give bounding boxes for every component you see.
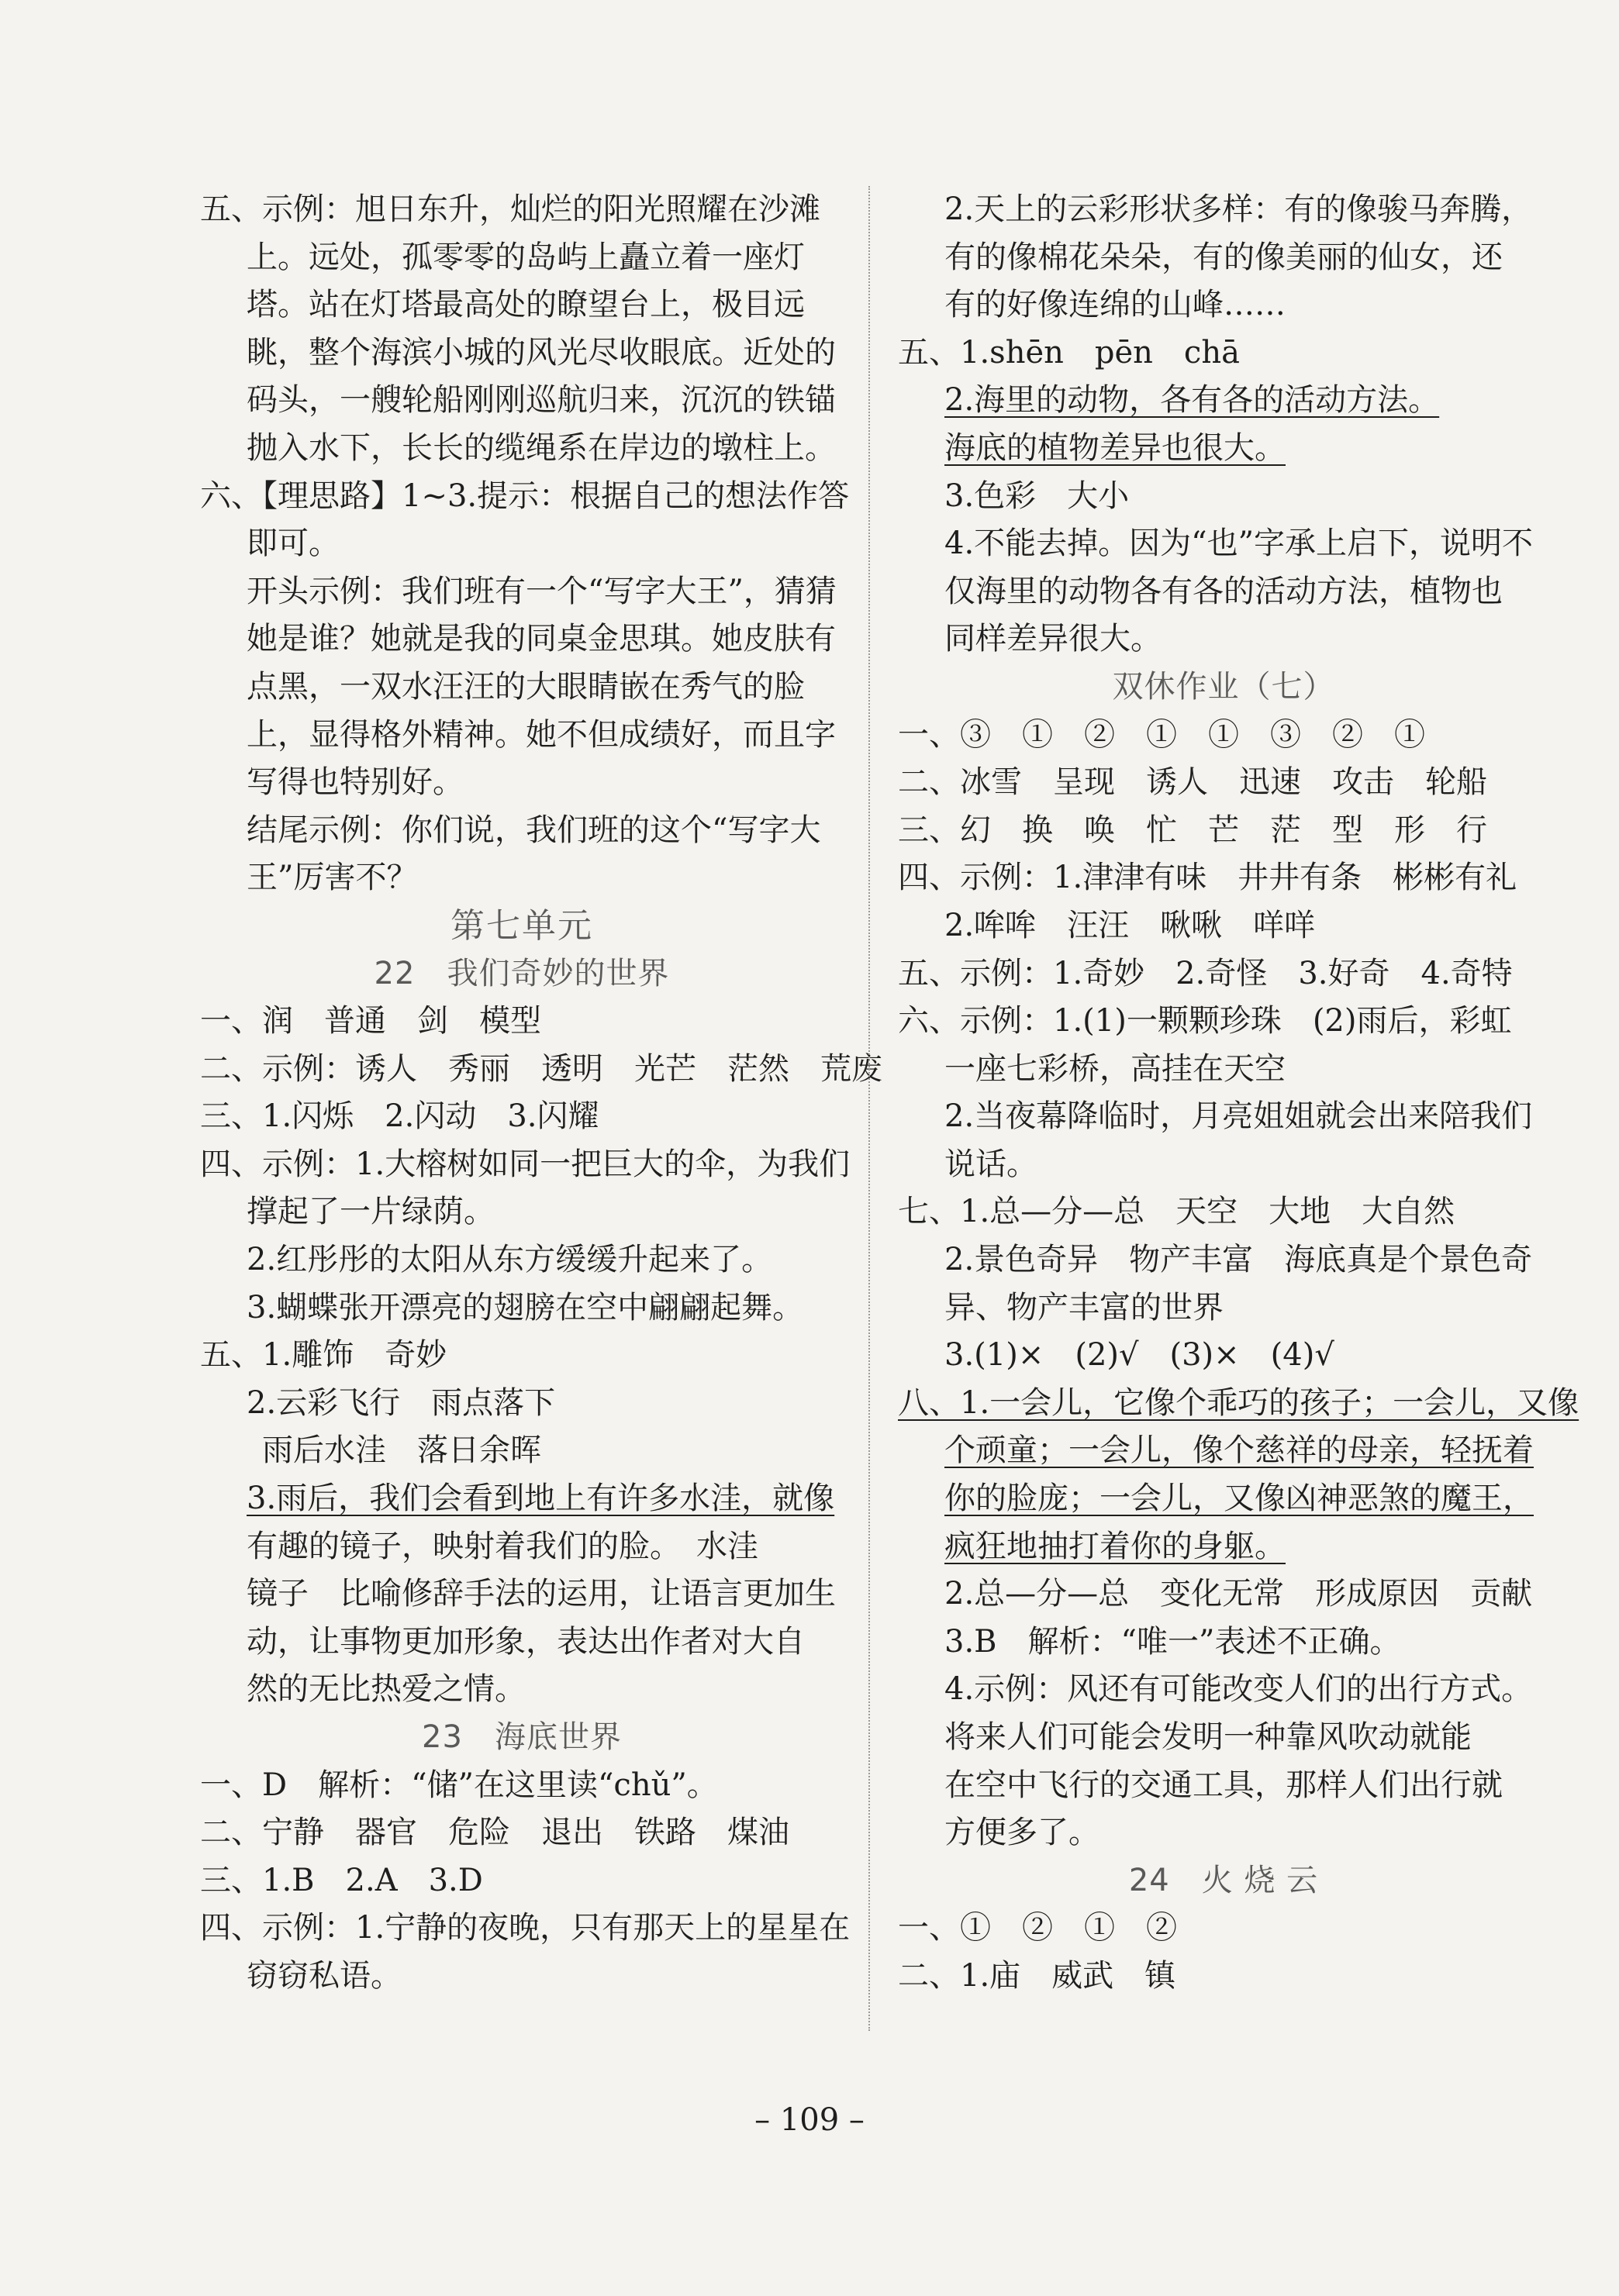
section-heading: 22 我们奇妙的世界: [374, 955, 670, 991]
answer-line: 三、1.闪烁 2.闪动 3.闪耀: [200, 1098, 599, 1135]
answer-line: 一、① ② ① ②: [898, 1910, 1177, 1946]
answer-line: 有趣的镜子，映射着我们的脸。 水洼: [247, 1528, 758, 1564]
page-number: – 109 –: [754, 2102, 865, 2138]
answer-line: 3.蝴蝶张开漂亮的翅膀在空中翩翩起舞。: [247, 1289, 804, 1326]
answer-line: 仅海里的动物各有各的活动方法，植物也: [944, 573, 1503, 609]
answer-line: 将来人们可能会发明一种靠风吹动就能: [944, 1719, 1472, 1755]
answer-line: 开头示例：我们班有一个“写字大王”，猜猜: [247, 573, 837, 609]
answer-line: 五、示例：1.奇妙 2.奇怪 3.好奇 4.奇特: [898, 955, 1513, 991]
answer-line: 二、冰雪 呈现 诱人 迅速 攻击 轮船: [898, 764, 1487, 801]
answer-line: 二、示例：诱人 秀丽 透明 光芒 茫然 荒废: [200, 1050, 882, 1087]
answer-line: 2.海里的动物，各有各的活动方法。: [944, 382, 1440, 419]
answer-line: 一、③ ① ② ① ① ③ ② ①: [898, 716, 1425, 753]
answer-line: 三、幻 换 唤 忙 芒 茫 型 形 行: [898, 812, 1487, 848]
answer-line: 二、1.庙 威武 镇: [898, 1957, 1176, 1994]
answer-line: 镜子 比喻修辞手法的运用，让语言更加生: [247, 1576, 836, 1612]
answer-line: 写得也特别好。: [247, 764, 464, 801]
answer-line: 3.雨后，我们会看到地上有许多水洼，就像: [247, 1481, 835, 1517]
answer-line: 六、示例：1.(1)一颗颗珍珠 (2)雨后，彩虹: [898, 1003, 1512, 1039]
answer-line: 即可。: [247, 526, 340, 562]
answer-line: 疯狂地抽打着你的身躯。: [944, 1528, 1286, 1564]
answer-line: 王”厉害不？: [247, 860, 418, 896]
section-heading: 24 火 烧 云: [1128, 1862, 1319, 1898]
answer-line: 五、示例：旭日东升，灿烂的阳光照耀在沙滩: [200, 191, 820, 227]
answer-line: 她是谁？她就是我的同桌金思琪。她皮肤有: [247, 621, 836, 657]
answer-line: 撑起了一片绿荫。: [247, 1194, 495, 1230]
right-column: [898, 186, 1579, 2001]
section-heading: 23 海底世界: [422, 1719, 622, 1755]
answer-line: 雨后水洼 落日余晖: [262, 1432, 541, 1469]
answer-line: 一座七彩桥，高挂在天空: [944, 1050, 1286, 1087]
answer-line: 码头，一艘轮船刚刚巡航归来，沉沉的铁锚: [247, 382, 836, 419]
answer-line: 有的好像连绵的山峰……: [944, 287, 1286, 323]
answer-line: 然的无比热爱之情。: [247, 1671, 526, 1708]
answer-line: 一、D 解析：“储”在这里读“chǔ”。: [200, 1767, 718, 1803]
answer-line: 四、示例：1.津津有味 井井有条 彬彬有礼: [898, 860, 1517, 896]
answer-line: 4.不能去掉。因为“也”字承上启下，说明不: [944, 526, 1534, 562]
answer-line: 结尾示例：你们说，我们班的这个“写字大: [247, 812, 821, 848]
answer-line: 2.景色奇异 物产丰富 海底真是个景色奇: [944, 1242, 1533, 1278]
answer-line: 3.B 解析：“唯一”表述不正确。: [944, 1623, 1401, 1660]
answer-line: 四、示例：1.大榕树如同一把巨大的伞，为我们: [200, 1146, 851, 1182]
column-divider: [868, 186, 870, 2031]
answer-line: 在空中飞行的交通工具，那样人们出行就: [944, 1767, 1503, 1803]
answer-line: 点黑，一双水汪汪的大眼睛嵌在秀气的脸: [247, 668, 805, 705]
answer-line: 六、【理思路】1~3.提示：根据自己的想法作答: [200, 477, 850, 514]
answer-line: 个顽童；一会儿，像个慈祥的母亲，轻抚着: [944, 1432, 1534, 1469]
answer-line: 八、1.一会儿，它像个乖巧的孩子；一会儿，又像: [898, 1384, 1579, 1421]
answer-line: 你的脸庞；一会儿，又像凶神恶煞的魔王，: [944, 1481, 1534, 1517]
answer-line: 3.(1)× (2)√ (3)× (4)√: [944, 1337, 1334, 1374]
answer-line: 一、润 普通 剑 模型: [200, 1003, 541, 1039]
answer-line: 方便多了。: [944, 1815, 1099, 1851]
answer-line: 异、物产丰富的世界: [944, 1289, 1224, 1326]
answer-line: 二、宁静 器官 危险 退出 铁路 煤油: [200, 1815, 789, 1851]
answer-line: 同样差异很大。: [944, 621, 1162, 657]
answer-line: 3.色彩 大小: [944, 477, 1130, 514]
left-column: [200, 186, 882, 2001]
answer-line: 2.哞哞 汪汪 啾啾 咩咩: [944, 907, 1316, 943]
section-heading: 双休作业（七）: [1112, 668, 1335, 705]
answer-line: 四、示例：1.宁静的夜晚，只有那天上的星星在: [200, 1910, 851, 1946]
answer-line: 窃窃私语。: [247, 1957, 402, 1994]
answer-line: 说话。: [944, 1146, 1037, 1182]
answer-line: 海底的植物差异也很大。: [944, 429, 1286, 466]
answer-line: 眺，整个海滨小城的风光尽收眼底。近处的: [247, 334, 836, 371]
answer-line: 2.红彤彤的太阳从东方缓缓升起来了。: [247, 1242, 773, 1278]
answer-line: 2.当夜幕降临时，月亮姐姐就会出来陪我们: [944, 1098, 1533, 1135]
answer-line: 塔。站在灯塔最高处的瞭望台上，极目远: [247, 287, 805, 323]
answer-line: 2.总—分—总 变化无常 形成原因 贡献: [944, 1576, 1533, 1612]
answer-line: 上。远处，孤零零的岛屿上矗立着一座灯: [247, 239, 805, 275]
answer-line: 有的像棉花朵朵，有的像美丽的仙女，还: [944, 239, 1503, 275]
section-heading: 第七单元: [450, 905, 593, 946]
answer-line: 抛入水下，长长的缆绳系在岸边的墩柱上。: [247, 429, 836, 466]
answer-line: 2.天上的云彩形状多样：有的像骏马奔腾，: [944, 191, 1533, 227]
answer-line: 七、1.总—分—总 天空 大地 大自然: [898, 1194, 1455, 1230]
answer-line: 动，让事物更加形象，表达出作者对大自: [247, 1623, 805, 1660]
answer-line: 4.示例：风还有可能改变人们的出行方式。: [944, 1671, 1533, 1708]
answer-line: 五、1.雕饰 奇妙: [200, 1337, 447, 1374]
answer-line: 2.云彩飞行 雨点落下: [247, 1384, 556, 1421]
answer-line: 五、1.shēn pēn chā: [898, 334, 1240, 371]
answer-line: 上，显得格外精神。她不但成绩好，而且字: [247, 716, 836, 753]
answer-line: 三、1.B 2.A 3.D: [200, 1862, 483, 1898]
